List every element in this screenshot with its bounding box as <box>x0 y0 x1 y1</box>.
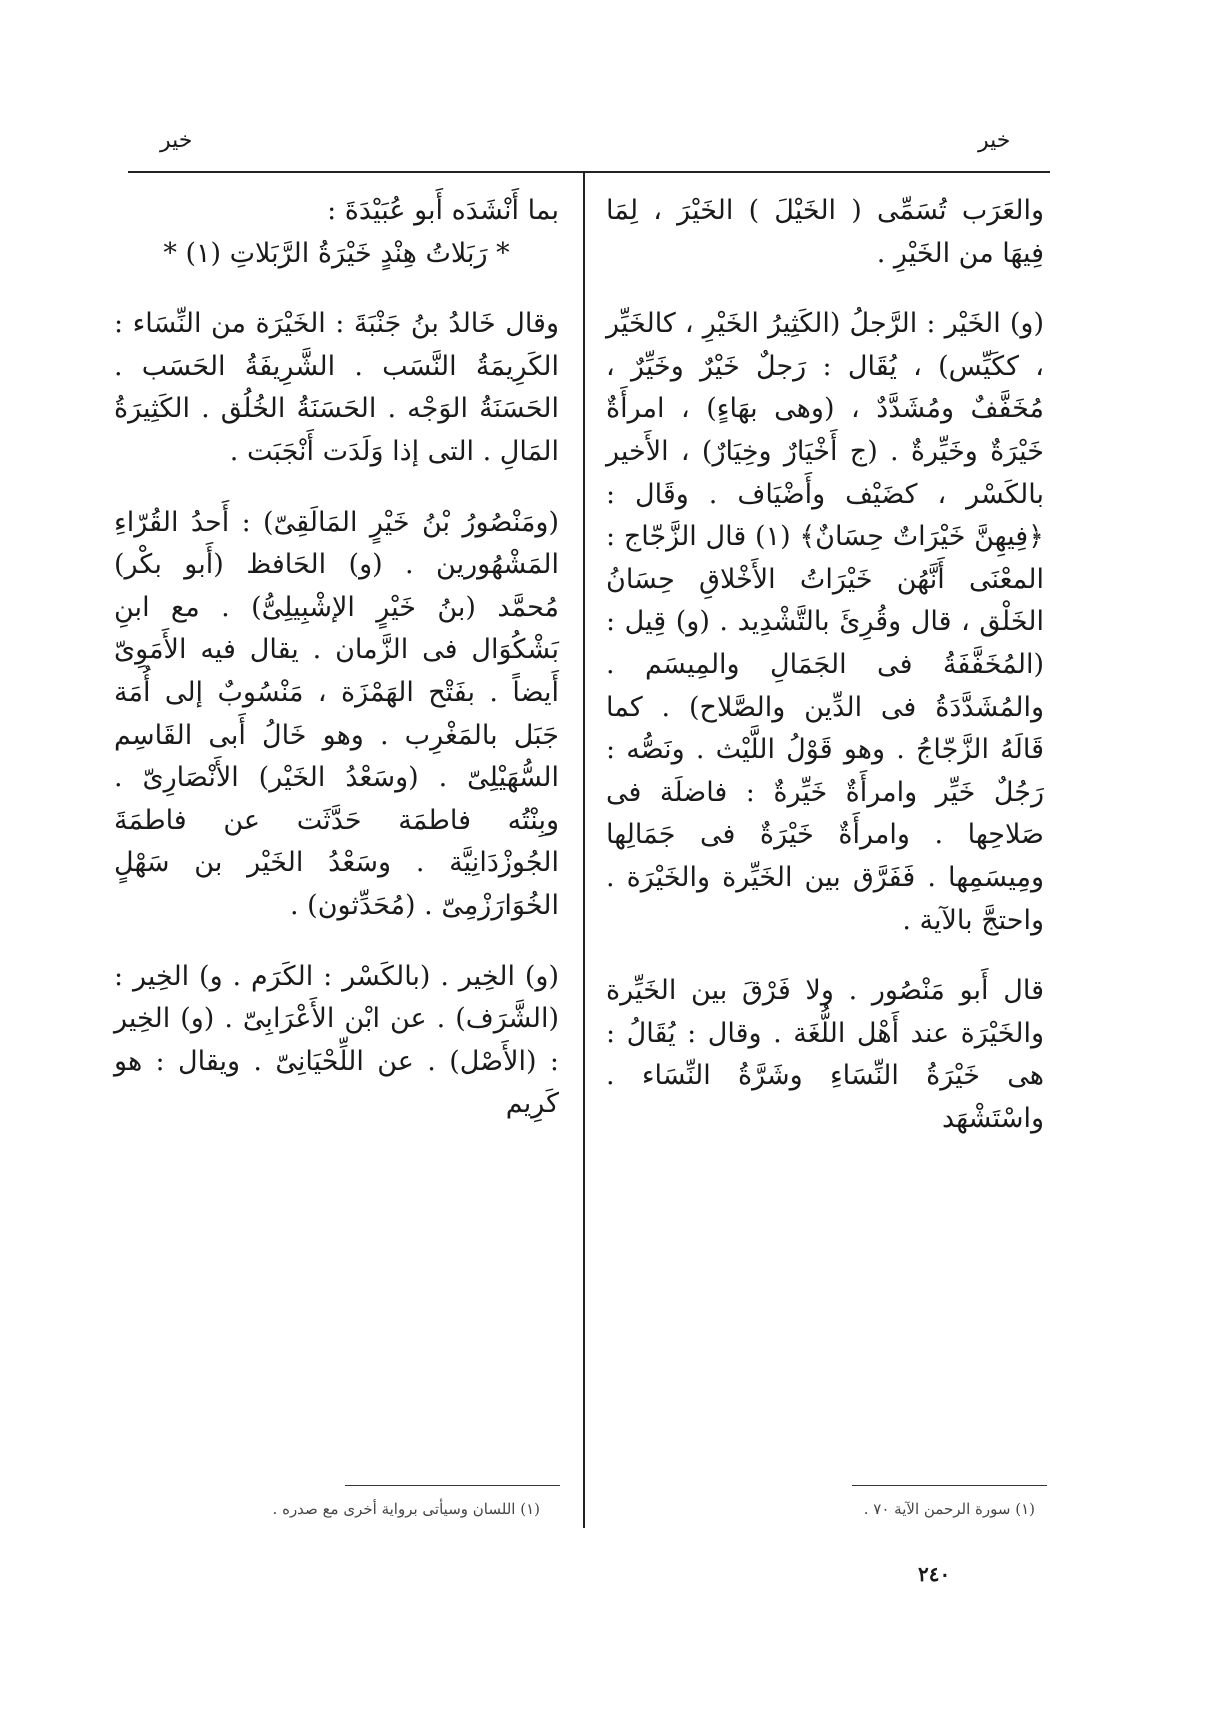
page-number: ٢٤٠ <box>918 1562 951 1586</box>
running-header-right: خير <box>978 128 1011 153</box>
paragraph-gap <box>114 275 559 303</box>
footnote-left: (١) اللسان وسيأتى برواية أخرى مع صدره . <box>272 1500 540 1518</box>
footnote-rule-right <box>852 1485 1047 1486</box>
paragraph-gap <box>606 275 1044 303</box>
footnote-right: (١) سورة الرحمن الآية ٧٠ . <box>863 1500 1035 1518</box>
footnote-rule-left <box>345 1485 560 1486</box>
right-column <box>606 190 1044 1140</box>
paragraph-gap <box>114 474 559 502</box>
paragraph: (و) الخَيْر : الرَّجلُ (الكَثِيرُ الخَيْرِ ، كالخَيِّر ، ككَيِّس) ، يُقَال : رَجلٌ خَيْرٌ وخَيِّرٌ ، مُخَفَّفٌ ومُشَدَّدٌ ، (وهى بهَاءٍ) ، امرأَةٌ خَيْرَةٌ وخَيِّرةٌ . (ج أَخْيَارٌ وخِيَارٌ) ، الأَخير بالكَسْر ، كضَيْف وأَضْيَاف . وقَال : ﴿فِيهِنَّ خَيْرَاتٌ حِسَانٌ﴾ (١) قال الزَّجّاج : المعْنَى أَنَّهُن خَيْرَاتُ الأَخْلاقِ حِسَانُ الخَلْق ، قال وقُرِئَ بالتَّشْدِيد . (و) قِيل : (المُخَفَّفَةُ فى الجَمَالِ والمِيسَم . والمُشَدَّدَةُ فى الدِّين والصَّلاح) . كما قَالَهُ الزَّجّاجُ . وهو قَوْلُ اللَّيْث . ونَصُّه : رَجُلٌ خَيِّر وامرأَةٌ خَيِّرةٌ : فاضلَة فى صَلاحِها . وامرأَةٌ خَيْرَةٌ فى جَمَالِها ومِيسَمِها . فَفَرَّق بين الخَيِّرة والخَيْرَة . واحتجَّ بالآية . <box>606 308 1044 936</box>
paragraph-gap <box>114 928 559 956</box>
paragraph: (و) الخِير . (بالكَسْر : الكَرَم . و) الخِير : (الشَّرَف) . عن ابْن الأَعْرَابِىّ . (و) الخِير : (الأَصْل) . عن اللِّحْيَانِىّ . ويقال : هو كَرِيم <box>114 960 559 1120</box>
header-rule <box>128 171 1050 173</box>
paragraph: والعَرَب تُسَمِّى ( الخَيْلَ ) الخَيْرَ ، لِمَا فِيهَا من الخَيْرِ . <box>606 195 1044 269</box>
poetry-verse: * رَبَلاتُ هِنْدٍ خَيْرَةُ الرَّبَلاتِ (١) * <box>163 237 510 269</box>
paragraph: بما أَنْشَدَه أَبو عُبَيْدَةَ : <box>327 195 559 226</box>
paragraph-gap <box>606 942 1044 970</box>
column-divider <box>583 173 585 1528</box>
left-column <box>114 190 559 1126</box>
paragraph: قال أَبو مَنْصُور . ولا فَرْقَ بين الخَيِّرة والخَيْرَة عند أَهْل اللُّغَة . وقال : يُقَالُ : هى خَيْرَةُ النِّسَاءِ وشَرَّةُ النِّسَاء . واسْتَشْهَد <box>606 975 1044 1134</box>
paragraph: (ومَنْصُورُ بْنُ خَيْرٍ المَالَقِىّ) : أَحدُ القُرّاءِ المَشْهُورين . (و) الحَافظ (أَبو بكْر) مُحمَّد (بنُ خَيْرٍ الإشْبِيلِىُّ) . مع ابنِ بَشْكُوَال فى الزَّمان . يقال فيه الأَمَوِىّ أَيضاً . بفَتْح الهَمْزَة ، مَنْسُوبٌ إلى أُمَة جَبَل بالمَغْرِب . وهو خَالُ أَبى القَاسِم السُّهَيْلِىّ . (وسَعْدُ الخَيْر) الأَنْصَارِىّ . وبِنْتُه فاطمَة حَدَّثَت عن فاطمَةَ الجُوزْدَانِيَّة . وسَعْدُ الخَيْر بن سَهْلٍ الخُوَارَزْمِىّ . (مُحَدِّثون) . <box>114 506 559 921</box>
running-header-left: خير <box>160 128 193 153</box>
paragraph: وقال خَالدُ بنُ جَنْبَةَ : الخَيْرَة من النِّسَاء : الكَرِيمَةُ النَّسَب . الشَّرِيفَةُ الحَسَب . الحَسَنَةُ الوَجْه . الحَسَنَةُ الخُلُق . الكَثِيرَةُ المَالِ . التى إذا وَلَدَت أَنْجَبَت . <box>114 308 559 467</box>
